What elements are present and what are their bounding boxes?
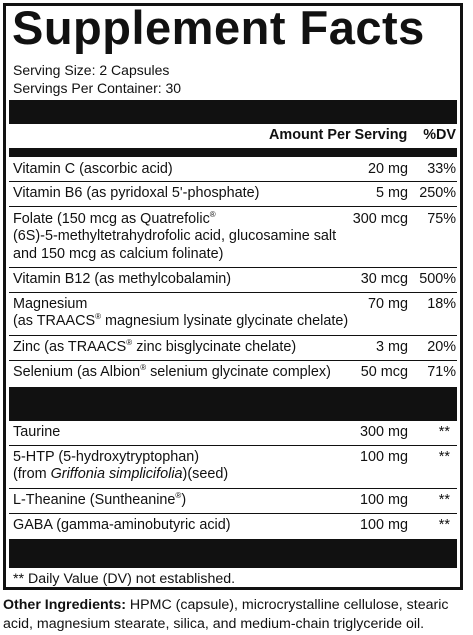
nutrient-amount: 50 mcg (360, 364, 408, 380)
nutrient-dv: 18% (427, 296, 456, 312)
other-ingredients-text: HPMC (capsule), microcrystalline cellulose, stearic acid, magnesium stearate, silica, and medium-chain triglyceride oil. (3, 597, 449, 632)
other-ingredients-label: Other Ingredients: (3, 597, 126, 613)
row-divider (9, 206, 457, 207)
header-amount: Amount Per Serving (269, 127, 408, 143)
row-divider (9, 181, 457, 182)
nutrient-amount: 70 mg (368, 296, 408, 312)
row-divider (9, 488, 457, 489)
nutrient-dv: 500% (419, 271, 456, 287)
nutrient-name: Magnesium (13, 296, 88, 312)
nutrient-name: Vitamin C (ascorbic acid) (13, 161, 173, 177)
nutrient-name: L-Theanine (Suntheanine®) (13, 491, 187, 508)
supplement-facts-panel (3, 3, 463, 590)
nutrient-name: Vitamin B6 (as pyridoxal 5'-phosphate) (13, 185, 260, 201)
registered-mark: ® (140, 363, 147, 372)
nutrient-amount: 300 mg (360, 424, 408, 440)
nutrient-amount: 300 mcg (352, 211, 408, 227)
nutrient-amount: 100 mg (360, 449, 408, 465)
nutrient-dv: ** (438, 449, 450, 465)
nutrient-dv: 75% (427, 211, 456, 227)
nutrient-dv: ** (438, 424, 450, 440)
nutrient-dv: 33% (427, 161, 456, 177)
registered-mark: ® (95, 312, 102, 321)
panel-title: Supplement Facts (12, 1, 425, 54)
nutrient-amount: 20 mg (368, 161, 408, 177)
servings-per-container: Servings Per Container: 30 (13, 80, 182, 96)
row-divider (9, 445, 457, 446)
nutrient-amount: 5 mg (376, 185, 408, 201)
nutrient-amount: 100 mg (360, 517, 408, 533)
row-divider (9, 360, 457, 361)
nutrient-dv: ** (438, 492, 450, 508)
registered-mark: ® (209, 210, 216, 219)
registered-mark: ® (175, 491, 182, 500)
row-divider (9, 267, 457, 268)
thick-divider (9, 387, 457, 421)
nutrient-amount: 100 mg (360, 492, 408, 508)
medium-divider (9, 148, 457, 157)
row-divider (9, 335, 457, 336)
nutrient-name: 5-HTP (5-hydroxytryptophan) (13, 449, 200, 465)
nutrient-dv: 250% (419, 185, 456, 201)
row-divider (9, 513, 457, 514)
nutrient-name: Taurine (13, 424, 61, 440)
nutrient-name: Folate (150 mcg as Quatrefolic® (13, 210, 216, 227)
nutrient-dv: 20% (427, 339, 456, 355)
thick-divider (9, 539, 457, 568)
nutrient-name-line: (6S)-5-methyltetrahydrofolic acid, glucosamine salt (13, 228, 337, 244)
header-dv: %DV (423, 127, 456, 143)
nutrient-name-line: (from Griffonia simplicifolia)(seed) (13, 466, 229, 482)
nutrient-dv: ** (438, 517, 450, 533)
nutrient-amount: 30 mcg (360, 271, 408, 287)
other-ingredients (3, 596, 469, 634)
nutrient-name-line: (as TRAACS® magnesium lysinate glycinate chelate) (13, 312, 349, 329)
registered-mark: ® (126, 338, 133, 347)
row-divider (9, 292, 457, 293)
thick-divider (9, 100, 457, 124)
nutrient-name: Selenium (as Albion® selenium glycinate complex) (13, 363, 331, 380)
nutrient-name-line: and 150 mcg as calcium folinate) (13, 246, 224, 262)
nutrient-name: Zinc (as TRAACS® zinc bisglycinate chelate) (13, 338, 297, 355)
serving-size: Serving Size: 2 Capsules (13, 62, 170, 78)
nutrient-name: GABA (gamma-aminobutyric acid) (13, 517, 231, 533)
footnote: ** Daily Value (DV) not established. (13, 571, 236, 587)
nutrient-dv: 71% (427, 364, 456, 380)
nutrient-amount: 3 mg (376, 339, 408, 355)
nutrient-name: Vitamin B12 (as methylcobalamin) (13, 271, 232, 287)
